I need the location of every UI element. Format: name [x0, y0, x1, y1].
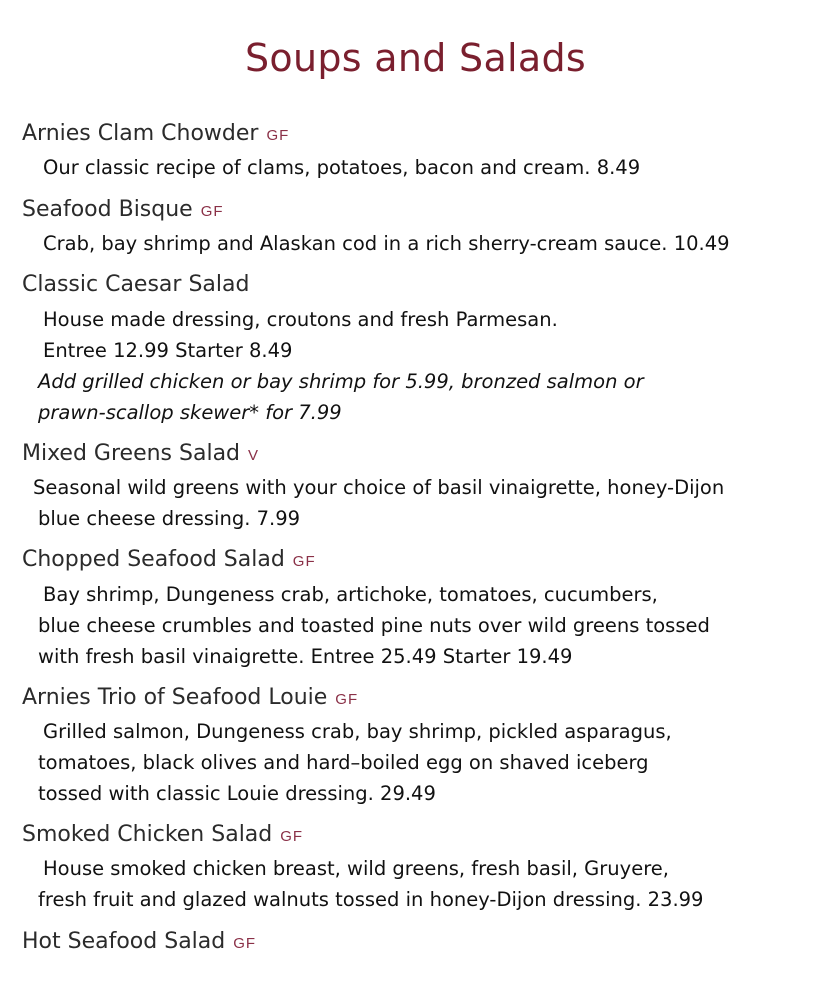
page-title: Soups and Salads	[245, 36, 586, 80]
gluten-free-tag: GF	[335, 691, 359, 708]
item-name: Arnies Clam Chowder GF	[22, 121, 290, 146]
item-description: Seasonal wild greens with your choice of basil vinaigrette, honey-Dijon	[33, 476, 725, 499]
item-description: House smoked chicken breast, wild greens, fresh basil, Gruyere,	[43, 857, 669, 880]
item-description: House made dressing, croutons and fresh Parmesan.	[43, 308, 558, 331]
item-description: Our classic recipe of clams, potatoes, bacon and cream. 8.49	[43, 156, 641, 179]
gluten-free-tag: GF	[280, 828, 304, 845]
item-name: Arnies Trio of Seafood Louie GF	[22, 685, 359, 710]
item-name: Mixed Greens Salad V	[22, 441, 260, 466]
item-name: Hot Seafood Salad GF	[22, 929, 257, 954]
item-addon-note: prawn-scallop skewer* for 7.99	[38, 401, 342, 424]
gluten-free-tag: GF	[200, 203, 224, 220]
item-name: Smoked Chicken Salad GF	[22, 822, 304, 847]
item-description: Bay shrimp, Dungeness crab, artichoke, tomatoes, cucumbers,	[43, 583, 658, 606]
item-description: Crab, bay shrimp and Alaskan cod in a rich sherry-cream sauce. 10.49	[43, 232, 730, 255]
item-description: tomatoes, black olives and hard–boiled egg on shaved iceberg	[38, 751, 649, 774]
item-description: tossed with classic Louie dressing. 29.49	[38, 782, 436, 805]
item-name: Seafood Bisque GF	[22, 197, 224, 222]
gluten-free-tag: GF	[233, 935, 257, 952]
item-description: fresh fruit and glazed walnuts tossed in honey-Dijon dressing. 23.99	[38, 888, 704, 911]
item-name: Classic Caesar Salad	[22, 272, 250, 297]
gluten-free-tag: GF	[292, 553, 316, 570]
vegetarian-tag: V	[248, 447, 260, 464]
item-description: blue cheese crumbles and toasted pine nuts over wild greens tossed	[38, 614, 710, 637]
gluten-free-tag: GF	[266, 127, 290, 144]
item-price: Entree 12.99 Starter 8.49	[43, 339, 293, 362]
item-description: blue cheese dressing. 7.99	[38, 507, 301, 530]
item-addon-note: Add grilled chicken or bay shrimp for 5.99, bronzed salmon or	[38, 370, 644, 393]
item-name: Chopped Seafood Salad GF	[22, 547, 316, 572]
item-description: Grilled salmon, Dungeness crab, bay shrimp, pickled asparagus,	[43, 720, 672, 743]
item-description: with fresh basil vinaigrette. Entree 25.49 Starter 19.49	[38, 645, 573, 668]
